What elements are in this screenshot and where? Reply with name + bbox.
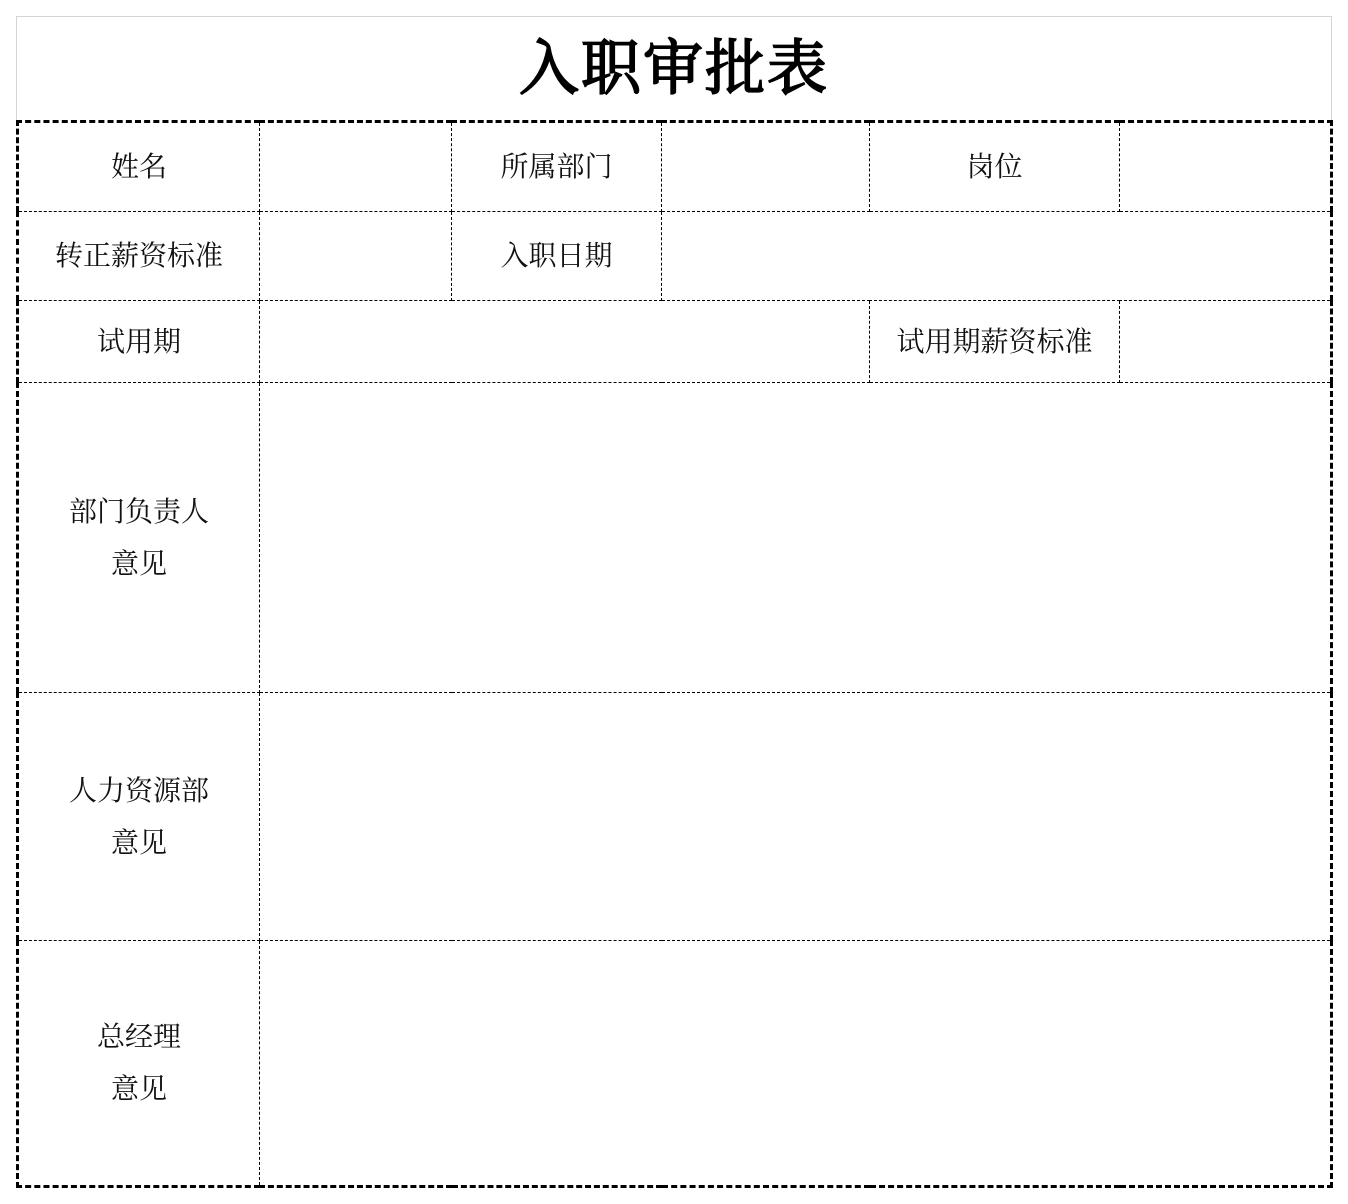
probation-field[interactable] — [260, 301, 870, 383]
gm-opinion-field[interactable] — [260, 941, 1332, 1187]
table-row — [18, 693, 1332, 941]
position-label: 岗位 — [870, 122, 1120, 212]
dept-head-opinion-label-line1: 部门负责人 — [68, 494, 209, 528]
name-label: 姓名 — [18, 122, 260, 212]
dept-head-opinion-label — [18, 383, 260, 693]
probation-salary-field[interactable] — [1120, 301, 1332, 383]
hire-date-label: 入职日期 — [452, 212, 662, 301]
hire-date-field[interactable] — [662, 212, 1332, 301]
position-field[interactable] — [1120, 122, 1332, 212]
department-field[interactable] — [662, 122, 870, 212]
gm-opinion-label-line2: 意见 — [110, 1072, 167, 1105]
regular-salary-label: 转正薪资标准 — [18, 212, 260, 301]
hr-opinion-label — [18, 693, 260, 941]
approval-form-sheet — [16, 16, 1332, 1188]
dept-head-opinion-field[interactable] — [260, 383, 1332, 693]
hr-opinion-label-line2: 意见 — [110, 825, 167, 859]
hr-opinion-label-line1: 人力资源部 — [68, 773, 209, 807]
name-field[interactable] — [260, 122, 452, 212]
department-label: 所属部门 — [452, 122, 662, 212]
form-title: 入职审批表 — [519, 33, 829, 104]
table-row — [18, 212, 1332, 301]
probation-salary-label: 试用期薪资标准 — [870, 301, 1120, 383]
approval-form-table — [16, 120, 1333, 1188]
probation-label: 试用期 — [18, 301, 260, 383]
gm-opinion-label-line1: 总经理 — [96, 1020, 181, 1053]
table-row — [18, 122, 1332, 212]
table-row — [18, 941, 1332, 1187]
regular-salary-field[interactable] — [260, 212, 452, 301]
dept-head-opinion-label-line2: 意见 — [110, 546, 167, 580]
form-title-bar — [16, 16, 1332, 120]
hr-opinion-field[interactable] — [260, 693, 1332, 941]
table-row — [18, 301, 1332, 383]
table-row — [18, 383, 1332, 693]
gm-opinion-label — [18, 941, 260, 1187]
